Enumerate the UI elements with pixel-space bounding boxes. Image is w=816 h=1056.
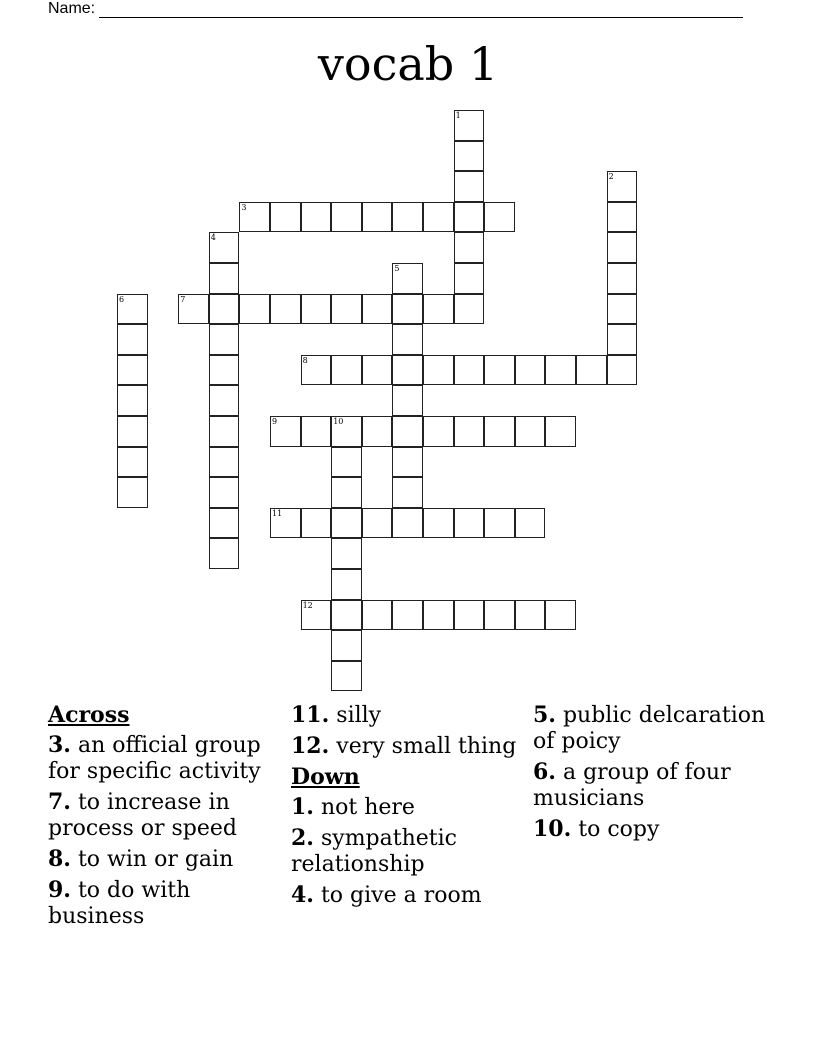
clue-text: a group of four musicians bbox=[533, 760, 731, 811]
grid-cell[interactable] bbox=[423, 416, 454, 447]
grid-cell[interactable] bbox=[515, 416, 546, 447]
grid-cell[interactable] bbox=[607, 232, 638, 263]
grid-cell[interactable] bbox=[209, 538, 240, 569]
grid-cell[interactable] bbox=[331, 538, 362, 569]
grid-cell[interactable] bbox=[117, 477, 148, 508]
clue-text: to win or gain bbox=[77, 847, 234, 872]
grid-cell[interactable] bbox=[117, 324, 148, 355]
cell-number: 8 bbox=[302, 355, 308, 365]
clue-number: 12. bbox=[291, 733, 330, 759]
grid-cell[interactable] bbox=[392, 385, 423, 416]
grid-cell[interactable] bbox=[209, 232, 240, 263]
grid-cell[interactable] bbox=[423, 600, 454, 631]
grid-cell[interactable] bbox=[270, 508, 301, 539]
grid-cell[interactable] bbox=[331, 294, 362, 325]
grid-cell[interactable] bbox=[362, 202, 393, 233]
clue-down-10 bbox=[533, 816, 783, 843]
grid-cell[interactable] bbox=[576, 355, 607, 386]
grid-cell[interactable] bbox=[454, 508, 485, 539]
name-label: Name: bbox=[48, 0, 96, 17]
clue-across-11 bbox=[291, 702, 521, 729]
clue-down-1 bbox=[291, 794, 521, 821]
cell-number: 12 bbox=[302, 600, 313, 610]
grid-cell[interactable] bbox=[209, 263, 240, 294]
clue-down-5 bbox=[533, 702, 783, 755]
grid-cell[interactable] bbox=[362, 508, 393, 539]
grid-cell[interactable] bbox=[607, 171, 638, 202]
clue-number: 8. bbox=[48, 846, 71, 872]
grid-cell[interactable] bbox=[117, 447, 148, 478]
grid-cell[interactable] bbox=[607, 355, 638, 386]
grid-cell[interactable] bbox=[392, 355, 423, 386]
clue-text: silly bbox=[336, 703, 382, 728]
grid-cell[interactable] bbox=[270, 202, 301, 233]
grid-cell[interactable] bbox=[301, 355, 332, 386]
grid-cell[interactable] bbox=[423, 294, 454, 325]
clue-number: 3. bbox=[48, 732, 71, 758]
down-heading: Down bbox=[291, 764, 360, 790]
grid-cell[interactable] bbox=[239, 294, 270, 325]
grid-cell[interactable] bbox=[607, 324, 638, 355]
grid-cell[interactable] bbox=[331, 477, 362, 508]
grid-cell[interactable] bbox=[362, 600, 393, 631]
grid-cell[interactable] bbox=[331, 355, 362, 386]
grid-cell[interactable] bbox=[331, 661, 362, 692]
grid-cell[interactable] bbox=[545, 600, 576, 631]
cell-number: 5 bbox=[394, 264, 400, 273]
grid-cell[interactable] bbox=[209, 477, 240, 508]
grid-cell[interactable] bbox=[454, 232, 485, 263]
clue-number: 5. bbox=[533, 702, 556, 728]
grid-cell[interactable] bbox=[484, 508, 515, 539]
grid-cell[interactable] bbox=[239, 202, 270, 233]
grid-cell[interactable] bbox=[607, 294, 638, 325]
clue-across-9 bbox=[48, 877, 278, 930]
grid-cell[interactable] bbox=[454, 110, 485, 141]
clue-across-12 bbox=[291, 733, 521, 760]
grid-cell[interactable] bbox=[301, 600, 332, 631]
clue-number: 1. bbox=[291, 794, 314, 820]
grid-cell[interactable] bbox=[515, 600, 546, 631]
grid-cell[interactable] bbox=[301, 508, 332, 539]
grid-cell[interactable] bbox=[423, 508, 454, 539]
clues-column-1 bbox=[48, 702, 278, 934]
grid-cell[interactable] bbox=[270, 294, 301, 325]
clue-down-2 bbox=[291, 825, 521, 878]
cell-number: 2 bbox=[608, 172, 614, 182]
across-heading: Across bbox=[48, 702, 130, 728]
grid-cell[interactable] bbox=[178, 294, 209, 325]
grid-cell[interactable] bbox=[392, 447, 423, 478]
grid-cell[interactable] bbox=[270, 416, 301, 447]
grid-cell[interactable] bbox=[331, 569, 362, 600]
grid-cell[interactable] bbox=[515, 355, 546, 386]
grid-cell[interactable] bbox=[454, 355, 485, 386]
cell-number: 3 bbox=[241, 202, 247, 212]
grid-cell[interactable] bbox=[454, 263, 485, 294]
grid-cell[interactable] bbox=[454, 600, 485, 631]
grid-cell[interactable] bbox=[209, 447, 240, 478]
grid-cell[interactable] bbox=[117, 355, 148, 386]
cell-number: 7 bbox=[180, 294, 186, 304]
grid-cell[interactable] bbox=[362, 416, 393, 447]
grid-cell[interactable] bbox=[331, 447, 362, 478]
clue-text: very small thing bbox=[336, 734, 517, 759]
grid-cell[interactable] bbox=[423, 202, 454, 233]
clue-text: to copy bbox=[578, 817, 660, 842]
grid-cell[interactable] bbox=[607, 263, 638, 294]
grid-cell[interactable] bbox=[362, 355, 393, 386]
grid-cell[interactable] bbox=[484, 416, 515, 447]
cell-number: 4 bbox=[210, 233, 216, 243]
grid-cell[interactable] bbox=[515, 508, 546, 539]
grid-cell[interactable] bbox=[209, 416, 240, 447]
grid-cell[interactable] bbox=[392, 477, 423, 508]
grid-cell[interactable] bbox=[392, 600, 423, 631]
grid-cell[interactable] bbox=[331, 416, 362, 447]
clue-number: 7. bbox=[48, 789, 71, 815]
clue-number: 2. bbox=[291, 825, 314, 851]
clues-column-3 bbox=[533, 702, 783, 847]
grid-cell[interactable] bbox=[331, 630, 362, 661]
grid-cell[interactable] bbox=[392, 294, 423, 325]
grid-cell[interactable] bbox=[301, 294, 332, 325]
clue-across-8 bbox=[48, 846, 278, 873]
grid-cell[interactable] bbox=[209, 508, 240, 539]
grid-cell[interactable] bbox=[607, 202, 638, 233]
clue-number: 10. bbox=[533, 816, 572, 842]
grid-cell[interactable] bbox=[117, 294, 148, 325]
clue-text: to give a room bbox=[320, 883, 482, 908]
grid-cell[interactable] bbox=[545, 416, 576, 447]
grid-cell[interactable] bbox=[454, 141, 485, 172]
grid-cell[interactable] bbox=[484, 600, 515, 631]
grid-cell[interactable] bbox=[209, 324, 240, 355]
grid-cell[interactable] bbox=[362, 294, 393, 325]
grid-cell[interactable] bbox=[331, 202, 362, 233]
cell-number: 10 bbox=[333, 417, 344, 426]
grid-cell[interactable] bbox=[209, 355, 240, 386]
grid-cell[interactable] bbox=[392, 263, 423, 294]
clue-text: to do with business bbox=[48, 878, 191, 929]
page-title: vocab 1 bbox=[317, 37, 499, 91]
clue-number: 11. bbox=[291, 702, 330, 728]
grid-cell[interactable] bbox=[392, 416, 423, 447]
grid-cell[interactable] bbox=[117, 385, 148, 416]
grid-cell[interactable] bbox=[301, 416, 332, 447]
clues-column-2 bbox=[291, 702, 521, 913]
clue-across-7 bbox=[48, 789, 278, 842]
clue-text: not here bbox=[320, 795, 415, 820]
clue-text: to increase in process or speed bbox=[48, 790, 238, 841]
grid-cell[interactable] bbox=[331, 508, 362, 539]
clue-down-6 bbox=[533, 759, 783, 812]
clue-number: 4. bbox=[291, 882, 314, 908]
grid-cell[interactable] bbox=[331, 600, 362, 631]
grid-cell[interactable] bbox=[209, 294, 240, 325]
grid-cell[interactable] bbox=[545, 355, 576, 386]
clue-text: public delcaration of poicy bbox=[533, 703, 766, 754]
grid-cell[interactable] bbox=[454, 171, 485, 202]
cell-number: 11 bbox=[272, 508, 283, 518]
clue-number: 9. bbox=[48, 877, 71, 903]
clue-text: an official group for specific activity bbox=[48, 733, 261, 784]
grid-cell[interactable] bbox=[484, 355, 515, 386]
grid-cell[interactable] bbox=[117, 416, 148, 447]
cell-number: 1 bbox=[455, 111, 461, 120]
grid-cell[interactable] bbox=[454, 202, 485, 233]
grid-cell[interactable] bbox=[209, 385, 240, 416]
grid-cell[interactable] bbox=[392, 324, 423, 355]
cell-number: 9 bbox=[272, 417, 278, 426]
grid-cell[interactable] bbox=[392, 202, 423, 233]
grid-cell[interactable] bbox=[454, 416, 485, 447]
grid-cell[interactable] bbox=[392, 508, 423, 539]
grid-cell[interactable] bbox=[301, 202, 332, 233]
clue-across-3 bbox=[48, 732, 278, 785]
grid-cell[interactable] bbox=[484, 202, 515, 233]
grid-cell[interactable] bbox=[423, 355, 454, 386]
grid-cell[interactable] bbox=[454, 294, 485, 325]
clue-down-4 bbox=[291, 882, 521, 909]
cell-number: 6 bbox=[119, 294, 125, 304]
clue-number: 6. bbox=[533, 759, 556, 785]
clue-text: sympathetic relationship bbox=[291, 826, 457, 877]
